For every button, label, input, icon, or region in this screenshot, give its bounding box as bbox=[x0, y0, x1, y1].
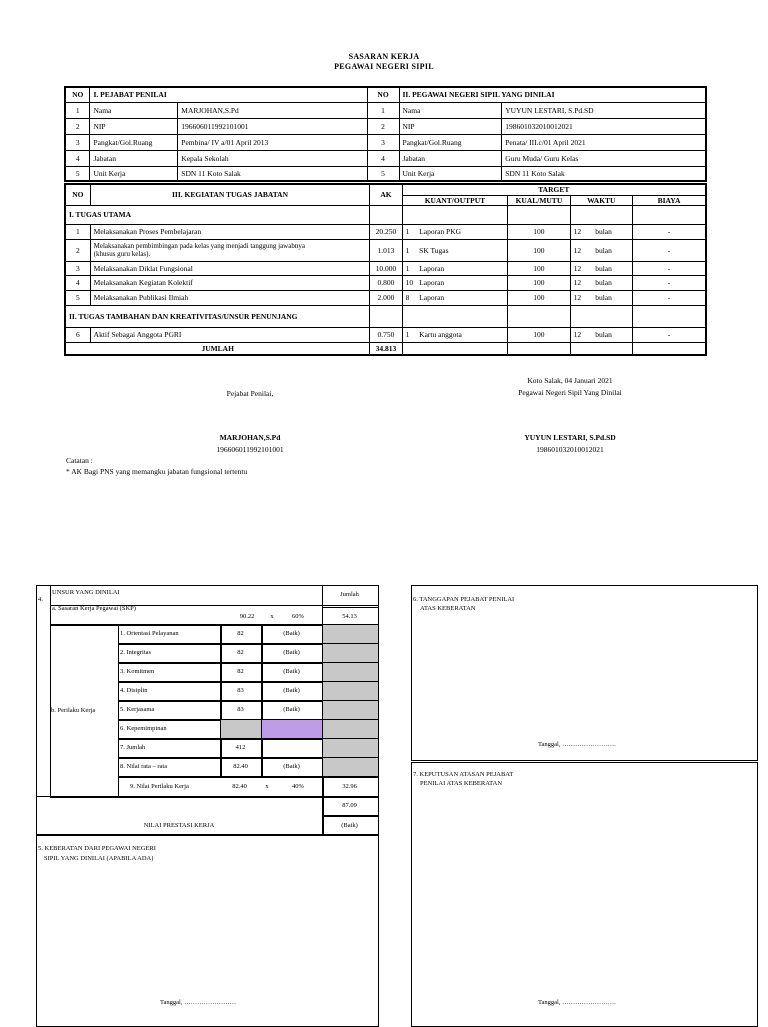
activity-biaya: - bbox=[632, 327, 706, 342]
pegawai-label: Jabatan bbox=[399, 150, 502, 166]
prestasi-desc: (Baik) bbox=[341, 822, 358, 829]
note-text: * AK Bagi PNS yang memangku jabatan fungsional tertentu bbox=[66, 467, 248, 476]
gray-cell bbox=[322, 700, 379, 721]
note-title: Catatan : bbox=[66, 456, 93, 465]
activity-ak: 0.800 bbox=[370, 275, 402, 290]
biaya-header: BIAYA bbox=[632, 195, 706, 205]
jumlah-value: 34.813 bbox=[370, 342, 402, 355]
tanggapan-title-1: 6. TANGGAPAN PEJABAT PENILAI bbox=[413, 596, 515, 603]
activity-output: Laporan bbox=[416, 290, 508, 305]
activity-output: Laporan bbox=[416, 275, 508, 290]
pegawai-value: 198601032010012021 bbox=[502, 118, 706, 134]
perilaku-desc: (Baik) bbox=[283, 763, 300, 770]
perilaku-desc: (Baik) bbox=[283, 668, 300, 675]
left-signer-name: MARJOHAN,S.Pd bbox=[219, 433, 281, 442]
pegawai-no: 2 bbox=[367, 118, 399, 134]
pegawai-label: Unit Kerja bbox=[399, 166, 502, 181]
skp-result: 54.13 bbox=[342, 613, 357, 620]
pejabat-value: 196606011992101001 bbox=[178, 118, 367, 134]
ak-header: AK bbox=[370, 184, 402, 205]
pegawai-no: 3 bbox=[367, 134, 399, 150]
perilaku-score: 82 bbox=[237, 668, 244, 675]
nilai-perilaku-percent: 40% bbox=[292, 783, 304, 790]
pejabat-no: 1 bbox=[65, 102, 90, 118]
perilaku-desc: (Baik) bbox=[283, 649, 300, 656]
activity-satuan: bulan bbox=[592, 327, 632, 342]
pegawai-no: 1 bbox=[367, 102, 399, 118]
jumlah-header-label: Jumlah bbox=[340, 591, 359, 598]
gray-cell bbox=[322, 643, 379, 664]
perilaku-item-label: 8. Nilai rata – rata bbox=[120, 763, 168, 770]
pejabat-label: Jabatan bbox=[90, 150, 178, 166]
pejabat-no: 3 bbox=[65, 134, 90, 150]
activity-satuan: bulan bbox=[592, 239, 632, 261]
activity-ak: 10.000 bbox=[370, 261, 402, 275]
tanggapan-title-2: ATAS KEBERATAN bbox=[420, 605, 476, 612]
perilaku-score: 83 bbox=[237, 706, 244, 713]
perilaku-score-cell bbox=[220, 719, 263, 740]
section-4-number: 4. bbox=[38, 596, 43, 603]
tanggapan-tanggal: Tanggal, ……………………. bbox=[538, 741, 616, 748]
pegawai-no: 4 bbox=[367, 150, 399, 166]
activity-output: SK Tugas bbox=[416, 239, 508, 261]
activity-ak: 20.250 bbox=[370, 224, 402, 239]
keberatan-title-1: 5. KEBERATAN DARI PEGAWAI NEGERI bbox=[38, 845, 156, 852]
activity-no: 1 bbox=[65, 224, 90, 239]
activity-name bbox=[90, 239, 370, 261]
activity-mutu: 100 bbox=[508, 239, 570, 261]
perilaku-score: 82.40 bbox=[233, 763, 248, 770]
perilaku-desc: (Baik) bbox=[283, 706, 300, 713]
activity-name: Melaksanakan Proses Pembelajaran bbox=[90, 224, 370, 239]
activity-name-line2: (khusus guru kelas). bbox=[93, 250, 151, 258]
perilaku-score: 82 bbox=[237, 649, 244, 656]
perilaku-score: 83 bbox=[237, 687, 244, 694]
pejabat-label: Pangkat/Gol.Ruang bbox=[90, 134, 178, 150]
perilaku-item-label: 5. Kerjasama bbox=[120, 706, 155, 713]
perilaku-desc: (Baik) bbox=[283, 687, 300, 694]
activity-no: 3 bbox=[65, 261, 90, 275]
activity-mutu: 100 bbox=[508, 261, 570, 275]
activity-name: Aktif Sebagai Anggota PGRI bbox=[90, 327, 370, 342]
keputusan-box bbox=[411, 762, 758, 1027]
activity-mutu: 100 bbox=[508, 224, 570, 239]
pejabat-no-header: NO bbox=[65, 87, 90, 102]
activity-waktu: 12 bbox=[570, 290, 592, 305]
activity-ak: 2.000 bbox=[370, 290, 402, 305]
activity-name-line1: Melaksanakan pembimbingan pada kelas yang menjadi tanggung jawabnya bbox=[93, 242, 305, 250]
nilai-perilaku-result: 32.96 bbox=[342, 783, 357, 790]
perilaku-score: 412 bbox=[235, 744, 246, 751]
activity-biaya: - bbox=[632, 239, 706, 261]
pegawai-no-header: NO bbox=[367, 87, 399, 102]
activities-table bbox=[64, 183, 707, 356]
right-signer-nip: 198601032010012021 bbox=[536, 445, 604, 454]
unsur-title-label: UNSUR YANG DINILAI bbox=[52, 589, 120, 596]
pegawai-value: SDN 11 Koto Salak bbox=[502, 166, 706, 181]
waktu-header: WAKTU bbox=[570, 195, 632, 205]
activity-waktu: 12 bbox=[570, 239, 592, 261]
kegiatan-title: III. KEGIATAN TUGAS JABATAN bbox=[90, 184, 370, 205]
activity-biaya: - bbox=[632, 275, 706, 290]
activity-no: 2 bbox=[65, 239, 90, 261]
activity-waktu: 12 bbox=[570, 224, 592, 239]
activity-no: 4 bbox=[65, 275, 90, 290]
activity-qty: 10 bbox=[402, 275, 416, 290]
pejabat-no: 5 bbox=[65, 166, 90, 181]
activity-qty: 1 bbox=[402, 261, 416, 275]
nilai-perilaku-value: 82.40 bbox=[232, 783, 247, 790]
activity-qty: 1 bbox=[402, 239, 416, 261]
right-role: Pegawai Negeri Sipil Yang Dinilai bbox=[518, 388, 622, 397]
activity-waktu: 12 bbox=[570, 327, 592, 342]
activity-qty: 8 bbox=[402, 290, 416, 305]
place-date: Koto Salak, 04 Januari 2021 bbox=[527, 376, 613, 385]
skp-percent: 60% bbox=[292, 613, 304, 620]
keputusan-tanggal: Tanggal, ……………………. bbox=[538, 999, 616, 1006]
section-tugas-utama: I. TUGAS UTAMA bbox=[65, 205, 370, 224]
activity-qty: 1 bbox=[402, 224, 416, 239]
activity-output: Kartu anggota bbox=[416, 327, 508, 342]
prestasi-label-cell bbox=[36, 796, 324, 836]
pegawai-value: YUYUN LESTARI, S.Pd.SD bbox=[502, 102, 706, 118]
keputusan-title-1: 7. KEPUTUSAN ATASAN PEJABAT bbox=[413, 771, 514, 778]
pegawai-label: Nama bbox=[399, 102, 502, 118]
activity-output: Laporan PKG bbox=[416, 224, 508, 239]
activity-satuan: bulan bbox=[592, 224, 632, 239]
pegawai-no: 5 bbox=[367, 166, 399, 181]
activity-no: 6 bbox=[65, 327, 90, 342]
target-header: TARGET bbox=[402, 184, 706, 195]
kegiatan-no-header: NO bbox=[65, 184, 90, 205]
gray-cell bbox=[322, 624, 379, 645]
activity-output: Laporan bbox=[416, 261, 508, 275]
pejabat-value: Kepala Sekolah bbox=[178, 150, 367, 166]
activity-mutu: 100 bbox=[508, 290, 570, 305]
pejabat-label: NIP bbox=[90, 118, 178, 134]
pejabat-value: SDN 11 Koto Salak bbox=[178, 166, 367, 181]
pejabat-value: MARJOHAN,S.Pd bbox=[178, 102, 367, 118]
keputusan-title-2: PENILAI ATAS KEBERATAN bbox=[420, 780, 503, 787]
activity-satuan: bulan bbox=[592, 261, 632, 275]
perilaku-item-label: 2. Integritas bbox=[120, 649, 152, 656]
doc-subtitle: PEGAWAI NEGERI SIPIL bbox=[334, 62, 434, 71]
pejabat-no: 4 bbox=[65, 150, 90, 166]
right-signer-name: YUYUN LESTARI, S.Pd.SD bbox=[524, 433, 616, 442]
perilaku-label: b. Perilaku Kerja bbox=[51, 707, 96, 714]
activity-qty: 1 bbox=[402, 327, 416, 342]
nilai-perilaku-multiply: x bbox=[265, 783, 269, 790]
gray-cell bbox=[322, 757, 379, 778]
pejabat-title: I. PEJABAT PENILAI bbox=[90, 87, 367, 102]
activity-ak: 1.013 bbox=[370, 239, 402, 261]
perilaku-score: 82 bbox=[237, 630, 244, 637]
pejabat-label: Unit Kerja bbox=[90, 166, 178, 181]
nilai-perilaku-label: 9. Nilai Perilaku Kerja bbox=[130, 783, 189, 790]
left-role: Pejabat Penilai, bbox=[226, 389, 274, 398]
skp-value: 90.22 bbox=[239, 613, 255, 620]
pegawai-label: NIP bbox=[399, 118, 502, 134]
pejabat-no: 2 bbox=[65, 118, 90, 134]
gray-cell bbox=[322, 662, 379, 683]
perilaku-item-label: 6. Kepemimpinan bbox=[120, 725, 167, 732]
activity-satuan: bulan bbox=[592, 290, 632, 305]
perilaku-desc-cell bbox=[261, 738, 324, 759]
gray-cell bbox=[322, 719, 379, 740]
pegawai-value: Penata/ III.c/01 April 2021 bbox=[502, 134, 706, 150]
activity-waktu: 12 bbox=[570, 275, 592, 290]
kuant-header: KUANT/OUTPUT bbox=[402, 195, 508, 205]
pegawai-title: II. PEGAWAI NEGERI SIPIL YANG DINILAI bbox=[399, 87, 706, 102]
activity-name: Melaksanakan Kegiatan Kolektif bbox=[90, 275, 370, 290]
pegawai-value: Guru Muda/ Guru Kelas bbox=[502, 150, 706, 166]
activity-name: Melaksanakan Publikasi Ilmiah bbox=[90, 290, 370, 305]
activity-satuan: bulan bbox=[592, 275, 632, 290]
gray-cell bbox=[322, 681, 379, 702]
perilaku-item-label: 4. Disiplin bbox=[120, 687, 148, 694]
activity-name: Melaksanakan Diklat Fungsional bbox=[90, 261, 370, 275]
total-value: 87.09 bbox=[342, 802, 357, 809]
left-signer-nip: 196606011992101001 bbox=[216, 445, 284, 454]
jumlah-label: JUMLAH bbox=[65, 342, 370, 355]
keberatan-tanggal: Tanggal, …………………… bbox=[160, 999, 237, 1006]
section-tugas-tambahan: II. TUGAS TAMBAHAN DAN KREATIVITAS/UNSUR PENUNJANG bbox=[65, 305, 370, 327]
identity-table bbox=[64, 86, 707, 182]
doc-title: SASARAN KERJA bbox=[348, 52, 420, 61]
activity-mutu: 100 bbox=[508, 275, 570, 290]
keberatan-title-2: SIPIL YANG DINILAI (APABILA ADA) bbox=[44, 855, 154, 862]
pegawai-label: Pangkat/Gol.Ruang bbox=[399, 134, 502, 150]
skp-label: a. Sasaran Kerja Pegawai (SKP) bbox=[52, 605, 136, 612]
activity-biaya: - bbox=[632, 290, 706, 305]
activity-biaya: - bbox=[632, 261, 706, 275]
no-column-divider bbox=[36, 585, 51, 796]
skp-multiply: x bbox=[270, 613, 274, 620]
prestasi-label: NILAI PRESTASI KERJA bbox=[143, 822, 215, 829]
activity-waktu: 12 bbox=[570, 261, 592, 275]
perilaku-desc: (Baik) bbox=[283, 630, 300, 637]
pejabat-value: Pembina/ IV a/01 April 2013 bbox=[178, 134, 367, 150]
activity-no: 5 bbox=[65, 290, 90, 305]
gray-cell bbox=[322, 738, 379, 759]
perilaku-desc-cell bbox=[261, 719, 324, 740]
kual-header: KUAL/MUTU bbox=[508, 195, 570, 205]
perilaku-item-label: 7. Jumlah bbox=[120, 744, 146, 751]
activity-biaya: - bbox=[632, 224, 706, 239]
activity-ak: 0.750 bbox=[370, 327, 402, 342]
perilaku-item-label: 1. Orientasi Pelayanan bbox=[120, 630, 179, 637]
perilaku-item-label: 3. Komitmen bbox=[120, 668, 155, 675]
activity-mutu: 100 bbox=[508, 327, 570, 342]
pejabat-label: Nama bbox=[90, 102, 178, 118]
